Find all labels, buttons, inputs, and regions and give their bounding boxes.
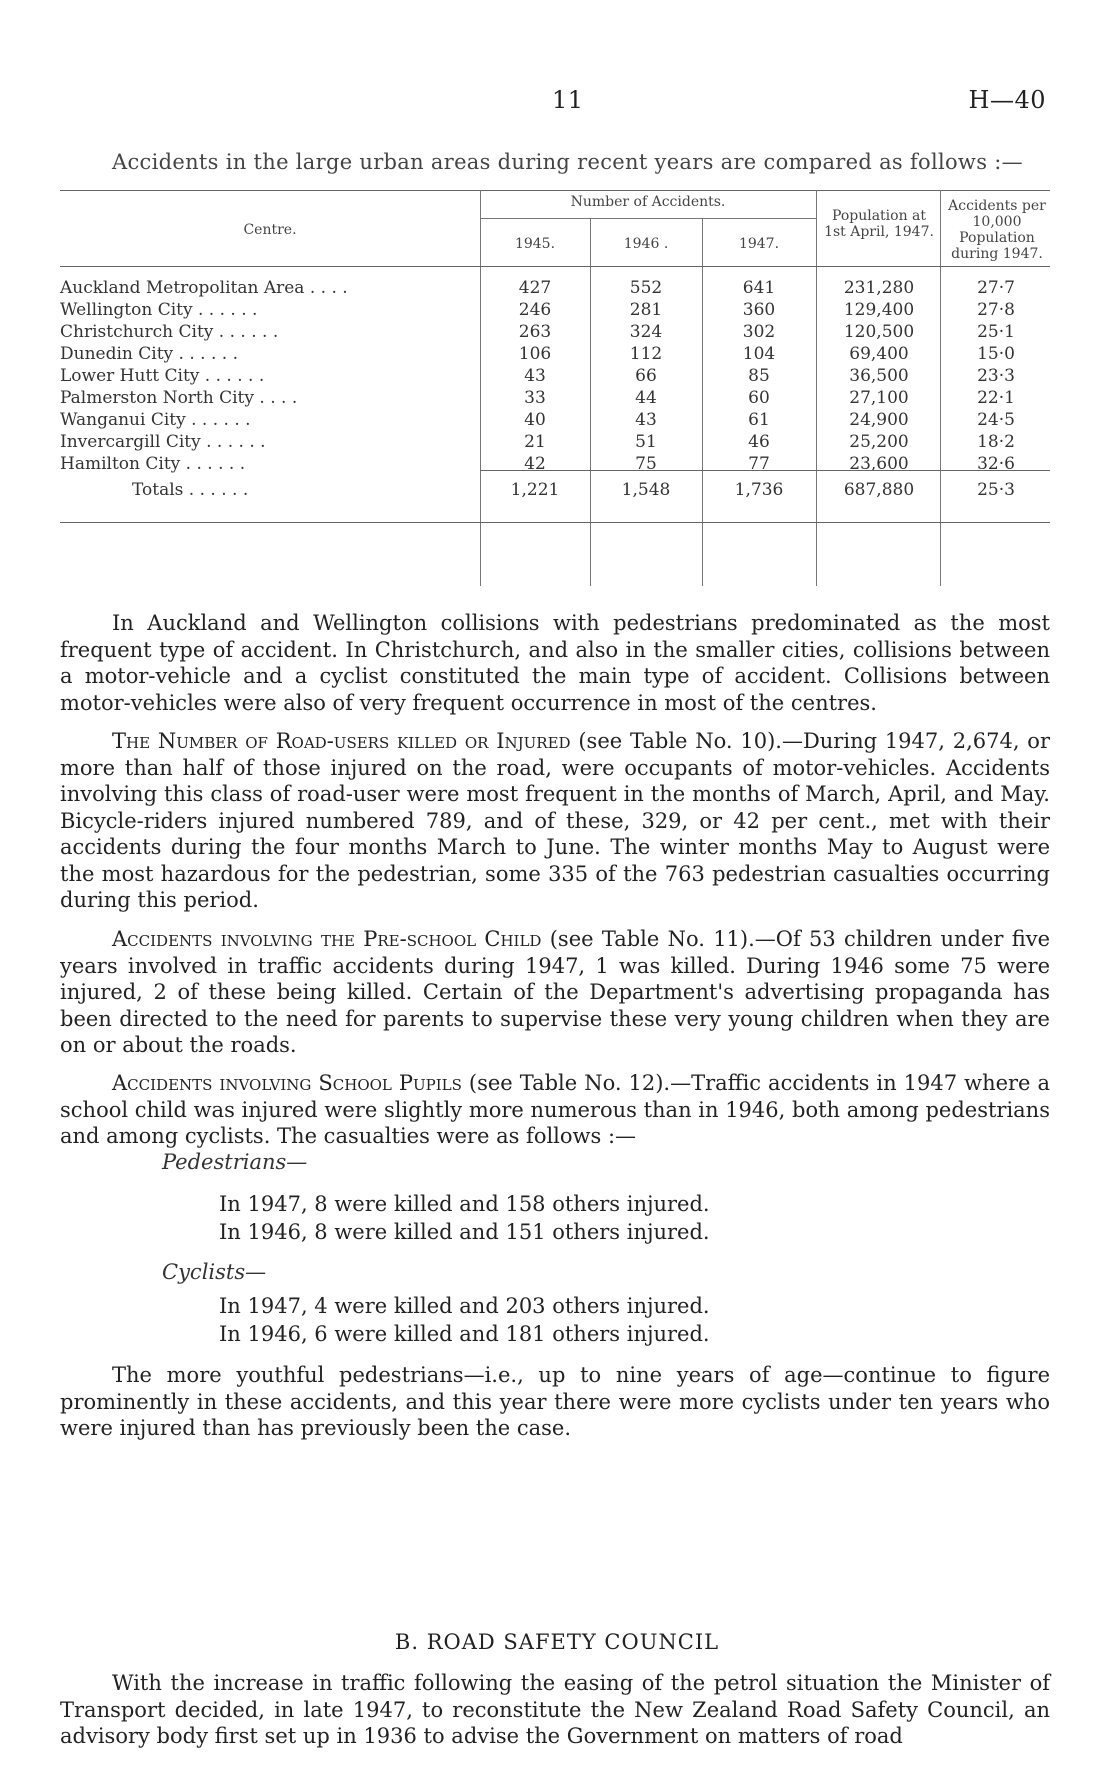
row-rate: 22·1 bbox=[977, 388, 1015, 408]
section-title-school-pupils: Accidents involving School Pupils bbox=[112, 1071, 462, 1095]
table-row bbox=[60, 322, 1050, 344]
section-heading: B. ROAD SAFETY COUNCIL bbox=[394, 1630, 720, 1654]
row-rate: 18·2 bbox=[977, 432, 1015, 452]
row-population: 69,400 bbox=[849, 344, 909, 364]
header-1946: 1946 . bbox=[623, 236, 669, 252]
pedestrians-1946: In 1946, 8 were killed and 151 others injured. bbox=[219, 1220, 710, 1244]
table-row bbox=[60, 454, 1050, 476]
paragraph-road-safety-council: With the increase in traffic following the easing of the petrol situation the Minister of Transport decided, in late 1947, to reconstitute the New Zealand Road Safety Council, an advisory body first set up in 1936 to advise the Government on matters of road bbox=[60, 1671, 1050, 1748]
row-1945: 42 bbox=[524, 454, 546, 474]
row-1946: 324 bbox=[629, 322, 663, 342]
row-1947: 46 bbox=[748, 432, 770, 452]
row-population: 120,500 bbox=[843, 322, 915, 342]
row-1947: 302 bbox=[742, 322, 776, 342]
header-1945: 1945. bbox=[514, 236, 556, 252]
row-1947: 641 bbox=[742, 278, 776, 298]
table-row bbox=[60, 432, 1050, 454]
row-population: 36,500 bbox=[849, 366, 909, 386]
row-1947: 360 bbox=[742, 300, 776, 320]
row-population: 231,280 bbox=[843, 278, 915, 298]
row-rate: 32·6 bbox=[977, 454, 1015, 474]
header-bottom-rule bbox=[60, 266, 1050, 267]
table-row bbox=[60, 344, 1050, 366]
row-1946: 75 bbox=[635, 454, 657, 474]
row-population: 27,100 bbox=[849, 388, 909, 408]
row-1946: 43 bbox=[635, 410, 657, 430]
table-row bbox=[60, 388, 1050, 410]
table-row bbox=[60, 366, 1050, 388]
row-population: 129,400 bbox=[843, 300, 915, 320]
cyclists-1946: In 1946, 6 were killed and 181 others injured. bbox=[219, 1322, 710, 1346]
row-centre: Lower Hutt City . . . . . . bbox=[60, 366, 265, 386]
table-bottom-rule bbox=[60, 522, 1050, 523]
row-centre: Auckland Metropolitan Area . . . . bbox=[60, 278, 348, 298]
totals-population: 687,880 bbox=[843, 480, 915, 500]
row-1945: 43 bbox=[524, 366, 546, 386]
row-1946: 44 bbox=[635, 388, 657, 408]
row-rate: 15·0 bbox=[977, 344, 1015, 364]
paragraph-pre-school bbox=[60, 926, 1050, 1059]
row-1947: 85 bbox=[748, 366, 770, 386]
table-row bbox=[60, 300, 1050, 322]
row-centre: Hamilton City . . . . . . bbox=[60, 454, 246, 474]
row-rate: 27·7 bbox=[977, 278, 1015, 298]
accidents-table bbox=[60, 190, 1050, 586]
row-rate: 25·1 bbox=[977, 322, 1015, 342]
totals-1946: 1,548 bbox=[621, 480, 671, 500]
row-1946: 66 bbox=[635, 366, 657, 386]
row-1946: 281 bbox=[629, 300, 663, 320]
row-1946: 112 bbox=[629, 344, 663, 364]
paragraph-road-users-body: (see Table No. 10).—During 1947, 2,674, or more than half of those injured on the road, were occupants of motor-vehicles. Accidents involving this class of road-user were most frequent in the months of March, April, and May. Bicycle-riders injured numbered 789, and of these, 329, or 42 per cent., met with their accidents during the four months March to June. The winter months May to August were the most hazardous for the pedestrian, some 335 of the 763 pedestrian casualties occurring during this period. bbox=[60, 729, 1050, 912]
row-population: 23,600 bbox=[849, 454, 909, 474]
row-centre: Invercargill City . . . . . . bbox=[60, 432, 266, 452]
row-1945: 106 bbox=[518, 344, 552, 364]
pedestrians-1947: In 1947, 8 were killed and 158 others injured. bbox=[219, 1192, 710, 1216]
row-centre: Dunedin City . . . . . . bbox=[60, 344, 238, 364]
paragraph-road-users bbox=[60, 728, 1050, 914]
row-1945: 21 bbox=[524, 432, 546, 452]
paragraph-collisions: In Auckland and Wellington collisions with pedestrians predominated as the most frequent type of accident. In Christchurch, and also in the smaller cities, collisions between a motor-vehicle and a cyclist constituted the main type of accident. Collisions between motor-vehicles were also of very frequent occurrence in most of the centres. bbox=[60, 611, 1050, 715]
row-rate: 24·5 bbox=[977, 410, 1015, 430]
pedestrians-label: Pedestrians— bbox=[162, 1150, 308, 1174]
row-1947: 104 bbox=[742, 344, 776, 364]
row-population: 25,200 bbox=[849, 432, 909, 452]
row-1945: 427 bbox=[518, 278, 552, 298]
header-population: Population at 1st April, 1947. bbox=[824, 208, 934, 240]
section-title-pre-school: Accidents involving the Pre-school Child bbox=[112, 927, 542, 951]
cyclists-label: Cyclists— bbox=[162, 1260, 267, 1284]
header-accidents-rate: Accidents per 10,000 Population during 1947. bbox=[948, 198, 1046, 262]
divider bbox=[480, 218, 816, 219]
table-row bbox=[60, 278, 1050, 300]
row-1946: 552 bbox=[629, 278, 663, 298]
row-1945: 40 bbox=[524, 410, 546, 430]
row-rate: 27·8 bbox=[977, 300, 1015, 320]
paragraph-school-pupils bbox=[60, 1070, 1050, 1150]
totals-rule bbox=[480, 470, 1050, 471]
section-title-road-users: The Number of Road-users killed or Injured bbox=[112, 729, 571, 753]
paragraph-pre-school-body: (see Table No. 11).—Of 53 children under five years involved in traffic accidents during 1947, 1 was killed. During 1946 some 75 were injured, 2 of these being killed. Certain of the Department's advertising propaganda has been directed to the need for parents to supervise these very young children when they are on or about the roads. bbox=[60, 927, 1051, 1057]
page-number: 11 bbox=[552, 86, 584, 114]
row-1947: 77 bbox=[748, 454, 770, 474]
row-1945: 263 bbox=[518, 322, 552, 342]
totals-label: Totals . . . . . . bbox=[132, 480, 249, 500]
table-top-rule bbox=[60, 190, 1050, 191]
row-1945: 246 bbox=[518, 300, 552, 320]
totals-1945: 1,221 bbox=[510, 480, 560, 500]
row-1947: 60 bbox=[748, 388, 770, 408]
row-centre: Palmerston North City . . . . bbox=[60, 388, 298, 408]
header-number-of-accidents: Number of Accidents. bbox=[570, 194, 726, 210]
paragraph-school-pupils-body: (see Table No. 12).—Traffic accidents in 1947 where a school child was injured were slightly more numerous than in 1946, both among pedestrians and among cyclists. The casualties were as follows :— bbox=[60, 1071, 1050, 1148]
row-centre: Wanganui City . . . . . . bbox=[60, 410, 251, 430]
paragraph-youthful-pedestrians: The more youthful pedestrians—i.e., up to nine years of age—continue to figure prominently in these accidents, and this year there were more cyclists under ten years who were injured than has previously been the case. bbox=[60, 1363, 1050, 1440]
table-intro: Accidents in the large urban areas during recent years are compared as follows :— bbox=[112, 150, 1023, 174]
row-rate: 23·3 bbox=[977, 366, 1015, 386]
totals-1947: 1,736 bbox=[734, 480, 784, 500]
row-1947: 61 bbox=[748, 410, 770, 430]
document-code: H—40 bbox=[968, 86, 1046, 114]
totals-rate: 25·3 bbox=[977, 480, 1015, 500]
header-1947: 1947. bbox=[738, 236, 780, 252]
row-population: 24,900 bbox=[849, 410, 909, 430]
header-centre: Centre. bbox=[243, 222, 297, 238]
row-1946: 51 bbox=[635, 432, 657, 452]
totals-row bbox=[60, 480, 1050, 502]
row-1945: 33 bbox=[524, 388, 546, 408]
table-row bbox=[60, 410, 1050, 432]
row-centre: Christchurch City . . . . . . bbox=[60, 322, 279, 342]
cyclists-1947: In 1947, 4 were killed and 203 others injured. bbox=[219, 1294, 710, 1318]
row-centre: Wellington City . . . . . . bbox=[60, 300, 258, 320]
